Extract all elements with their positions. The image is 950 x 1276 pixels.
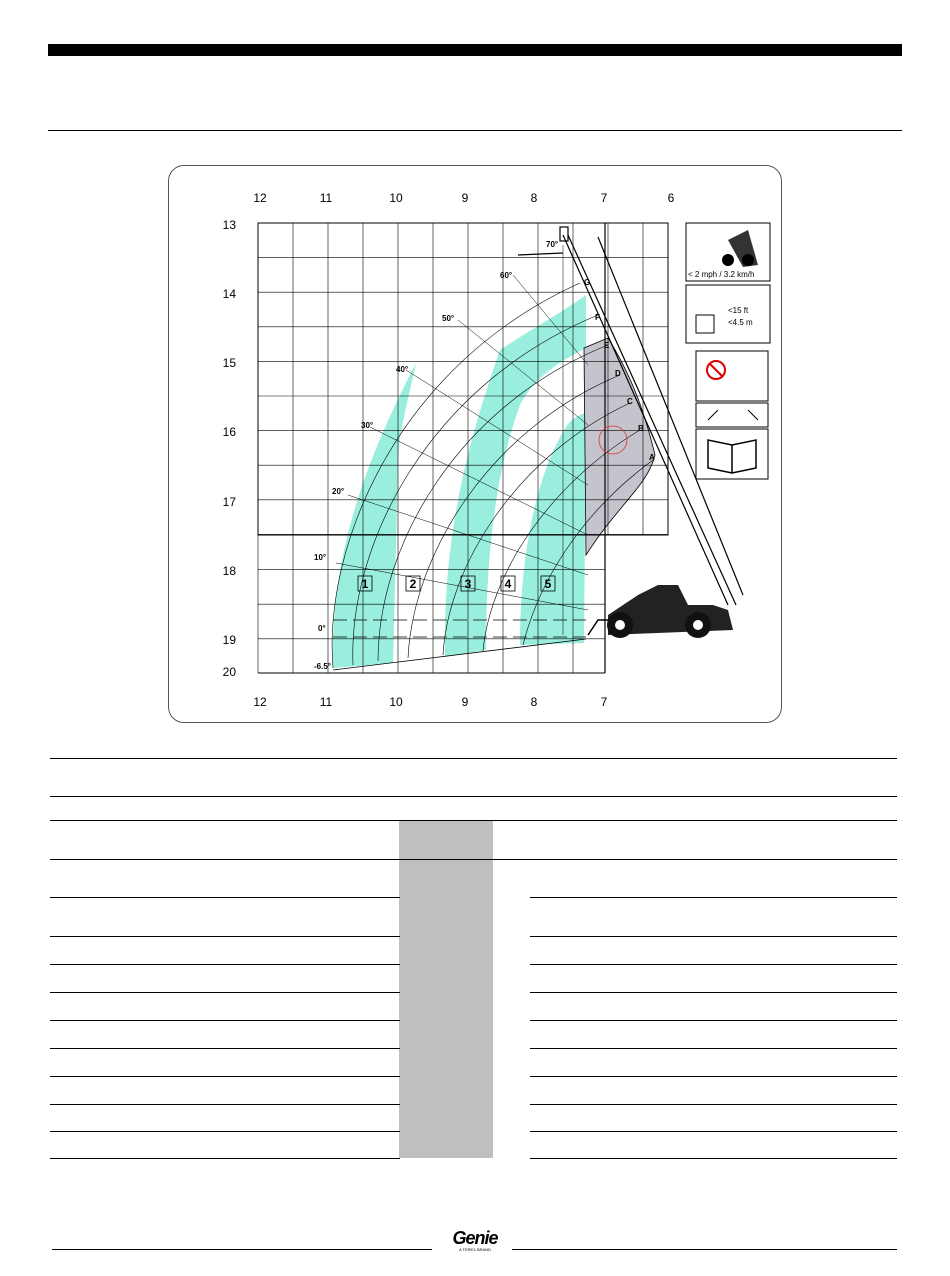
x-tick-top: 8	[530, 191, 538, 205]
table-rule	[530, 1076, 897, 1077]
table-rule	[530, 964, 897, 965]
telehandler-graphic	[588, 585, 733, 638]
x-tick-top: 7	[600, 191, 608, 205]
table-rule	[530, 897, 897, 898]
boom-angle-label: -6.5°	[314, 662, 331, 671]
table-rule	[50, 758, 897, 759]
zone-1-area	[333, 363, 416, 668]
table-rule	[530, 1048, 897, 1049]
y-tick: 17	[222, 495, 236, 509]
boom-angle-label: 60°	[500, 271, 513, 280]
x-tick-bottom: 7	[600, 695, 608, 709]
no-operation-icon-box	[696, 351, 768, 401]
x-tick-bottom: 11	[319, 695, 333, 709]
boom-angle-label: 70°	[546, 240, 559, 249]
table-rule	[530, 1131, 897, 1132]
table-rule	[50, 897, 400, 898]
level-icon	[696, 403, 768, 427]
footer-rule-right	[512, 1249, 897, 1250]
x-tick-top: 6	[667, 191, 675, 205]
height-limit-ft: <15 ft	[728, 306, 749, 315]
table-rule	[50, 859, 897, 860]
table-rule	[530, 1104, 897, 1105]
x-tick-top: 12	[253, 191, 267, 205]
y-tick: 18	[222, 564, 236, 578]
zone-label: 1	[361, 577, 369, 591]
x-tick-bottom: 8	[530, 695, 538, 709]
x-tick-bottom: 12	[253, 695, 267, 709]
y-tick: 13	[222, 218, 236, 232]
genie-logo	[440, 1229, 510, 1257]
table-rule	[50, 992, 400, 993]
table-rule	[50, 796, 897, 797]
table-rule	[50, 1020, 400, 1021]
table-rule	[50, 1131, 400, 1132]
extension-curve-label: F	[595, 313, 600, 322]
y-tick: 14	[222, 287, 236, 301]
table-rule	[50, 1048, 400, 1049]
extension-curve-label: D	[615, 369, 621, 378]
extension-curve-label: A	[649, 453, 655, 462]
height-limit-m: <4.5 m	[728, 318, 753, 327]
x-tick-top: 11	[319, 191, 333, 205]
table-rule	[50, 936, 400, 937]
extension-curve-label: E	[604, 341, 610, 350]
y-tick: 15	[222, 356, 236, 370]
boom-angle-label: 0°	[318, 624, 326, 633]
table-rule	[530, 992, 897, 993]
x-tick-top: 10	[389, 191, 403, 205]
zone-label: 5	[544, 577, 552, 591]
boom-angle-label: 30°	[361, 421, 374, 430]
zone-label: 4	[504, 577, 512, 591]
boom-angle-label: 10°	[314, 553, 327, 562]
table-rule	[530, 936, 897, 937]
boom-angle-label: 20°	[332, 487, 345, 496]
boom-angle-label: 40°	[396, 365, 409, 374]
table-rule	[50, 964, 400, 965]
table-rule	[530, 1158, 897, 1159]
table-rule	[50, 1158, 400, 1159]
table-highlight-column	[399, 821, 493, 1158]
footer-rule-left	[52, 1249, 432, 1250]
table-rule	[50, 1076, 400, 1077]
logo-word: Genie	[452, 1228, 498, 1248]
extension-curve-label: B	[638, 424, 644, 433]
y-tick: 19	[222, 633, 236, 647]
x-tick-top: 9	[461, 191, 469, 205]
header-bar	[48, 44, 902, 56]
y-tick: 20	[222, 665, 236, 679]
extension-curve-label: C	[627, 397, 633, 406]
load-zones	[333, 295, 655, 668]
table-rule	[50, 820, 897, 821]
header-rule	[48, 130, 902, 131]
y-tick: 16	[222, 425, 236, 439]
zone-label: 2	[409, 577, 417, 591]
boom-angle-label: 50°	[442, 314, 455, 323]
speed-limit-text: < 2 mph / 3.2 km/h	[688, 270, 755, 279]
x-tick-bottom: 9	[461, 695, 469, 709]
load-chart	[168, 165, 780, 721]
zone-label: 3	[464, 577, 472, 591]
x-tick-bottom: 10	[389, 695, 403, 709]
extension-curve-label: G	[584, 278, 591, 287]
logo-subtext: A TEREX BRAND	[459, 1247, 491, 1252]
safety-icons	[686, 223, 770, 479]
table-rule	[530, 1020, 897, 1021]
table-rule	[50, 1104, 400, 1105]
